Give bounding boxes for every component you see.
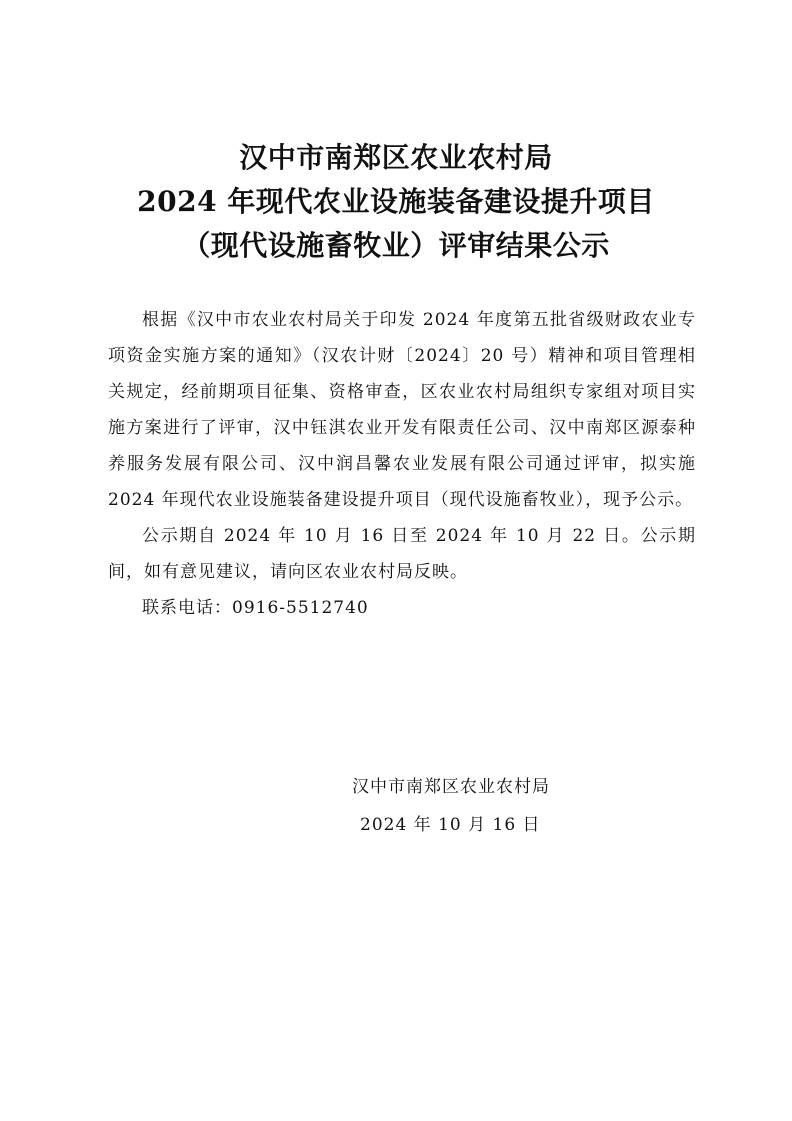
title-line-3: （现代设施畜牧业）评审结果公示: [182, 229, 610, 262]
body-paragraph-period: 公示期自 2024 年 10 月 16 日至 2024 年 10 月 22 日。公示期间，如有意见建议，请向区农业农村局反映。: [108, 526, 696, 582]
signature-date: 2024 年 10 月 16 日: [360, 815, 541, 835]
title-line-2: 2024 年现代农业设施装备建设提升项目: [137, 185, 655, 218]
document-body: [108, 302, 696, 626]
signature-block: [352, 768, 550, 844]
body-paragraph-notice: 根据《汉中市农业农村局关于印发 2024 年度第五批省级财政农业专项资金实施方案的通知》（汉农计财〔2024〕20 号）精神和项目管理相关规定，经前期项目征集、资格审查，区农业农村局组织专家组对项目实施方案进行了评审，汉中钰淇农业开发有限责任公司、汉中南郑区源泰种养服务发展有限公司、汉中润昌馨农业发展有限公司通过评审，拟实施 2024 年现代农业设施装备建设提升项目（现代设施畜牧业），现予公示。: [108, 310, 696, 510]
document-title: [60, 136, 732, 268]
signature-organization: 汉中市南郑区农业农村局: [352, 777, 550, 797]
title-line-1: 汉中市南郑区农业农村局: [239, 141, 553, 174]
body-paragraph-contact: 联系电话：0916-5512740: [142, 598, 369, 618]
